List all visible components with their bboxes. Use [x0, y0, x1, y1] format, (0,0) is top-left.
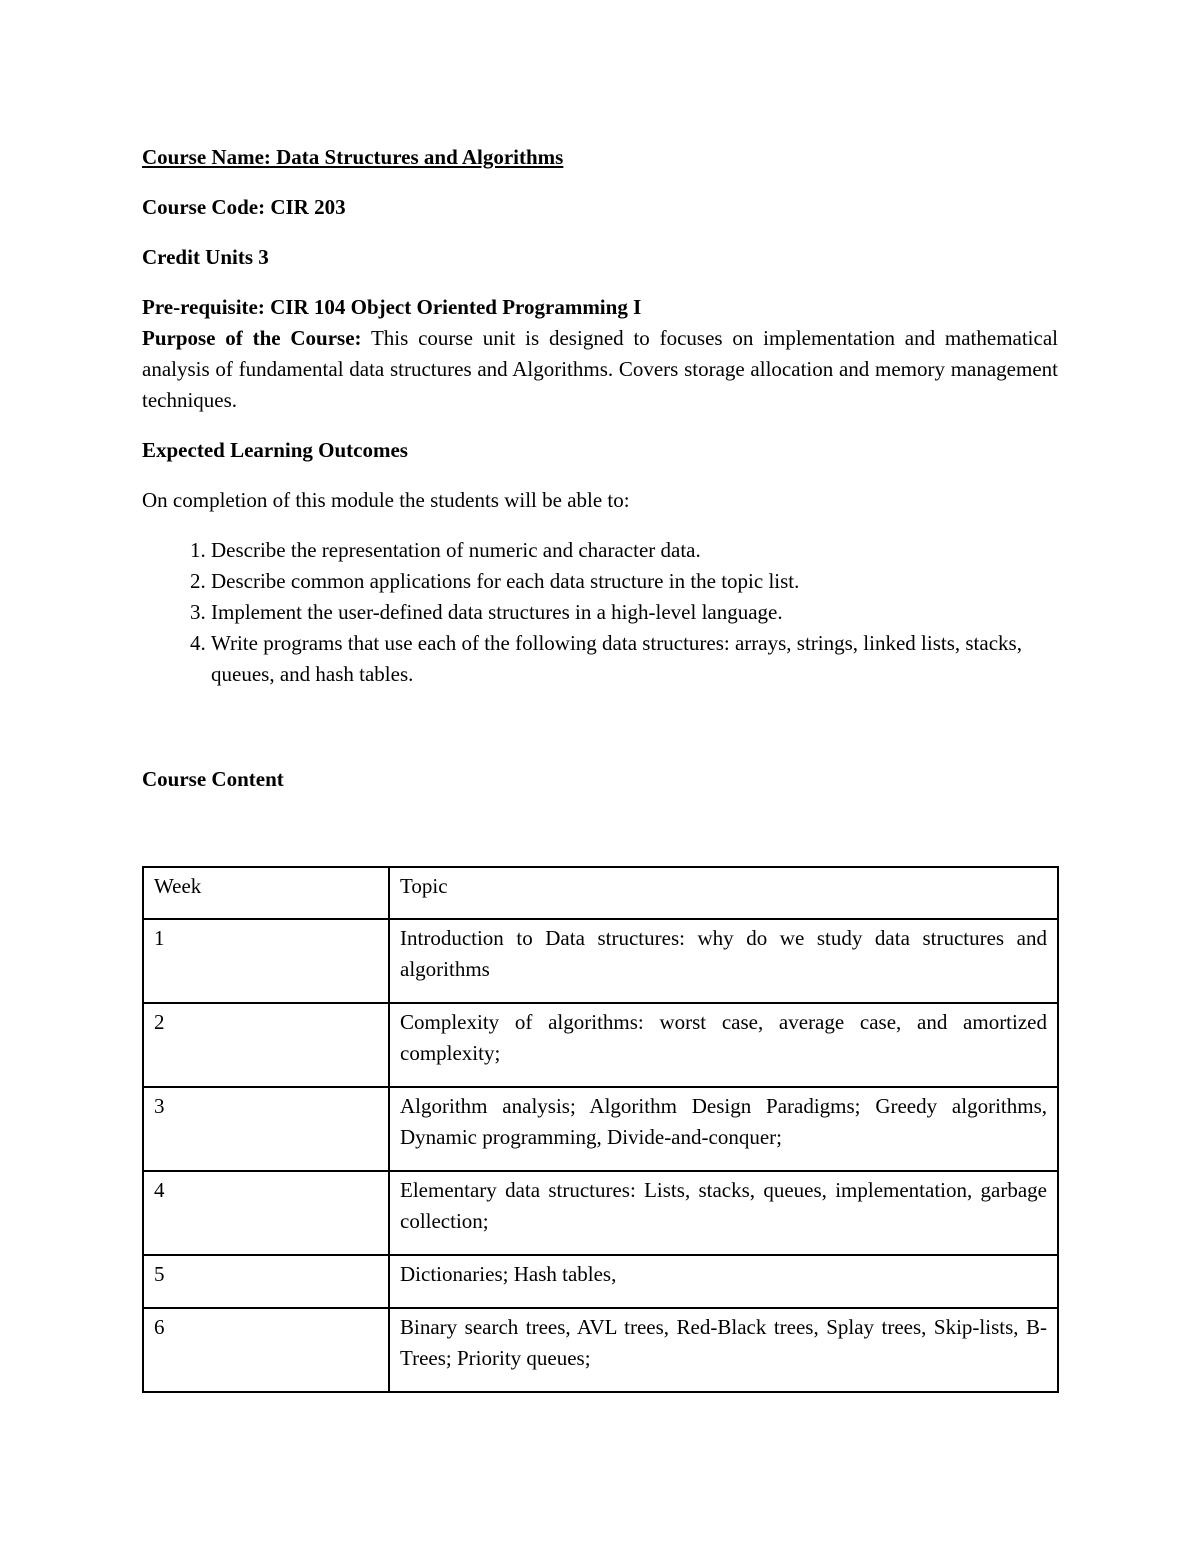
week-cell: 2 — [143, 1003, 389, 1087]
table-row — [143, 1087, 1058, 1171]
table-row — [143, 1255, 1058, 1308]
week-cell: 3 — [143, 1087, 389, 1171]
purpose-text: This course unit is designed to focuses on implementation and mathematical analysis of fundamental data structures and Algorithms. Covers storage allocation and memory management techniques. — [142, 326, 1058, 412]
course-code: Course Code: CIR 203 — [142, 195, 346, 219]
course-name: Course Name: Data Structures and Algorithms — [142, 145, 564, 169]
document-body — [142, 142, 1058, 690]
topic-cell: Complexity of algorithms: worst case, average case, and amortized complexity; — [389, 1003, 1058, 1087]
week-cell: 5 — [143, 1255, 389, 1308]
outcomes-intro: On completion of this module the students will be able to: — [142, 488, 630, 512]
table-row — [143, 1171, 1058, 1255]
week-cell: 4 — [143, 1171, 389, 1255]
topic-cell: Introduction to Data structures: why do we study data structures and algorithms — [389, 919, 1058, 1003]
topic-cell: Elementary data structures: Lists, stacks, queues, implementation, garbage collection; — [389, 1171, 1058, 1255]
table-header-row — [143, 867, 1058, 919]
week-cell: 1 — [143, 919, 389, 1003]
topic-cell: Binary search trees, AVL trees, Red-Black trees, Splay trees, Skip-lists, B-Trees; Priority queues; — [389, 1308, 1058, 1392]
outcomes-list — [142, 535, 1058, 690]
list-item: 1. Describe the representation of numeric and character data. — [211, 535, 1058, 566]
table-row — [143, 1308, 1058, 1392]
week-cell: 6 — [143, 1308, 389, 1392]
table-row — [143, 1003, 1058, 1087]
prerequisite: Pre-requisite: CIR 104 Object Oriented Programming I — [142, 295, 642, 319]
column-header-topic: Topic — [389, 867, 1058, 919]
course-content-table — [142, 866, 1059, 1393]
topic-cell: Dictionaries; Hash tables, — [389, 1255, 1058, 1308]
list-item: 2. Describe common applications for each data structure in the topic list. — [211, 566, 1058, 597]
topic-cell: Algorithm analysis; Algorithm Design Paradigms; Greedy algorithms, Dynamic programming, Divide-and-conquer; — [389, 1087, 1058, 1171]
purpose-paragraph — [142, 323, 1058, 416]
course-content-heading: Course Content — [142, 767, 284, 791]
table-row — [143, 919, 1058, 1003]
credit-units: Credit Units 3 — [142, 245, 269, 269]
column-header-week: Week — [143, 867, 389, 919]
list-item: 4. Write programs that use each of the following data structures: arrays, strings, linked lists, stacks, queues, and hash tables. — [211, 628, 1058, 690]
purpose-heading: Purpose of the Course: — [142, 326, 362, 350]
outcomes-heading: Expected Learning Outcomes — [142, 438, 408, 462]
list-item: 3. Implement the user-defined data structures in a high-level language. — [211, 597, 1058, 628]
